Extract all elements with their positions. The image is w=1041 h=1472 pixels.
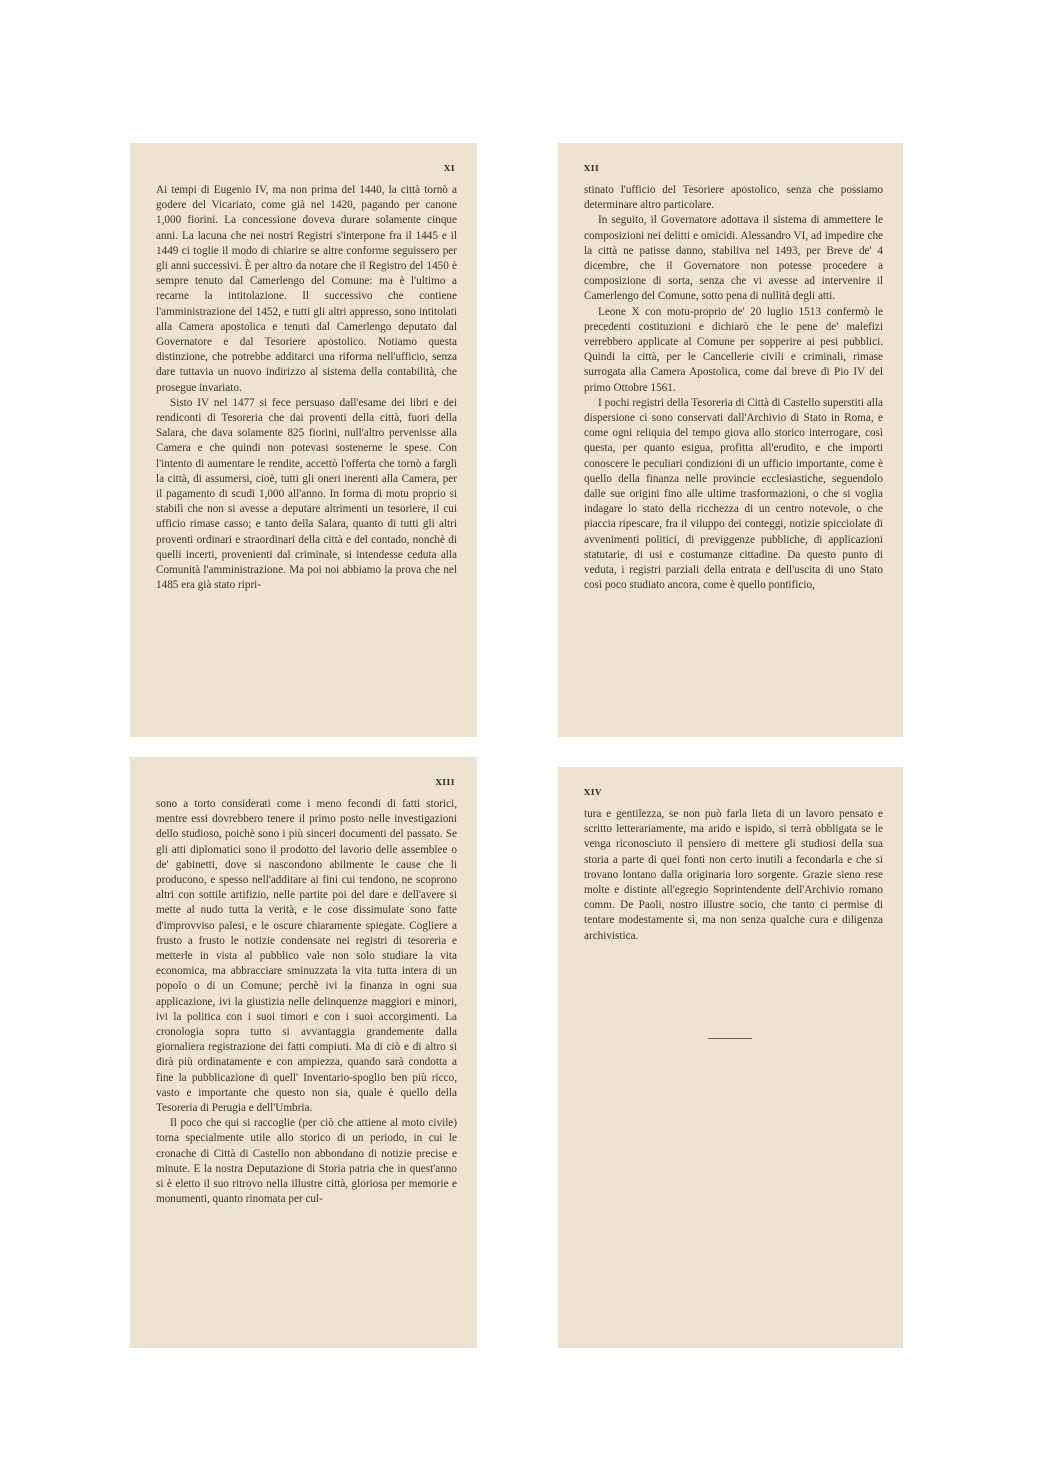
paragraph: sono a torto considerati come i meno fecondi di fatti storici, mentre essi dovrebbero tenere il primo posto nelle investigazioni dello studioso, poichè sono i più sinceri documenti del passato. Se gli atti diplomatici sono il prodotto del lavorio delle assemblee o de' gabinetti, dove si nascondono abilmente le cause che li producono, e spesso nell'additare ai fini cui tendono, ne scoprono altri con sottile artifizio, nelle partite poi del dare e dell'avere si mette al nudo tutta la verità, e le cose dissimulate sono fatte d'improvviso palesi, e le oscure chiaramente spiegate. Cogliere a frusto a frusto le notizie condensate nei registri di tesoreria e metterle in vista al pubblico vale non solo studiare la vita economica, ma abbracciare sminuzzata la vita tutta intera di un popolo o di un Comune; perchè ivi la finanza in ogni sua applicazione, ivi la giustizia nelle delinquenze maggiori e minori, ivi la politica con i suoi timori e con i suoi accorgimenti. La cronologia sopra tutto si avvantaggia grandemente dalla giornaliera registrazione dei fatti compiuti. Ma di ciò e di altro si dirà più ordinatamente e con ampiezza, quando sarà condotta a fine la pubblicazione di quell' Inventario-spoglio ben più ricco, vasto e importante che questo non sia, quale è quello della Tesoreria di Perugia e dell'Umbria. xyxy=(156,798,457,1115)
end-rule xyxy=(708,1038,752,1039)
paragraph: Leone X con motu-proprio de' 20 luglio 1513 confermò le precedenti costituzioni e dichiarò che le pene de' malefizi verrebbero applicate al Comune per sopperire ai pesi pubblici. Quindi la città, per le Cancellerie civili e criminali, rimase surrogata alla Camera Apostolica, come dal breve di Pio IV del primo Ottobre 1561. xyxy=(584,305,883,394)
page-number: XI xyxy=(444,163,455,173)
paragraph: In seguito, il Governatore adottava il sistema di ammettere le composizioni nei delitti e omicidi. Alessandro VI, ad impedire che la città ne patisse danno, stabiliva nel 1493, per Breve de' 4 dicembre, che il Governatore non potesse procedere a composizione di sorta, senza che vi avesse ad intervenire il Camerlengo del Comune, sotto pena di nullità degli atti. xyxy=(584,214,883,303)
page-body xyxy=(156,183,457,593)
paragraph: Ai tempi di Eugenio IV, ma non prima del 1440, la città tornò a godere del Vicariato, come già nel 1420, pagando per canone 1,000 fiorini. La concessione doveva durare solamente cinque anni. La lacuna che nei nostri Registri s'interpone fra il 1445 e il 1449 ci toglie il modo di chiarire se altre conforme seguissero per gli anni successivi. È per altro da notare che il Registro del 1450 è sempre tenuto dal Camerlengo del Comune: ma è l'ultimo a recarne la intitolazione. Il successivo che contiene l'amministrazione del 1452, e tutti gli altri appresso, sono intitolati alla Camera apostolica e tenuti dal Camerlengo deputato dal Governatore e dal Tesoriere apostolico. Notiamo questa distinzione, che potrebbe additarci una riforma nell'ufficio, senza dare tuttavia un nuovo indirizzo al sistema della contabilità, che prosegue invariato. xyxy=(156,184,457,394)
page-body xyxy=(156,797,457,1207)
paragraph: Sisto IV nel 1477 si fece persuaso dall'esame dei libri e dei rendiconti di Tesoreria che dai proventi della città, fuori della Salara, che dava solamente 825 fiorini, null'altro pervenisse alla Camera e che quindi non potevasi sostenerne le spese. Con l'intento di aumentare le rendite, accettò l'offerta che tornò a fargli la città, di assumersi, cioè, tutti gli oneri inerenti alla Camera, per il pagamento di scudi 1,000 all'anno. In forma di motu proprio si stabilì che non si avesse a deputare altrimenti un tesoriere, il cui ufficio rimase casso; e tanto della Salara, quanto di tutti gli altri proventi ordinari e straordinari della città e del contado, nonchè di quelli incerti, provenienti dal criminale, si intendesse ceduta alla Comunità l'amministrazione. Ma poi noi abbiamo la prova che nel 1485 era già stato ripri- xyxy=(156,396,457,592)
page-number: XIII xyxy=(435,777,455,787)
paragraph: tura e gentilezza, se non può farla lieta di un lavoro pensato e scritto letterariamente, ma arido e ispido, si terrà obbligata se le venga riconosciuto il pensiero di mettere gli studiosi della sua storia a parte di quei fonti non certo inutili a fecondarla e che si trovano lontano dalla originaria loro sorgente. Grazie sieno rese molte e distinte all'egregio Soprintendente dell'Archivio romano comm. De Paoli, nostro illustre socio, che tanto ci permise di tentare modestamente sì, ma non senza qualche cura e diligenza archivistica. xyxy=(584,808,883,942)
page-xi xyxy=(130,143,477,737)
page-xiv xyxy=(558,767,903,1348)
page-xii xyxy=(558,143,903,737)
paragraph: I pochi registri della Tesoreria di Città di Castello superstiti alla dispersione ci sono conservati dall'Archivio di Stato in Roma, e come ogni reliquia del tempo giova allo storico interrogare, così questa, per quanto esigua, profitta all'erudito, e che importi conoscere le peculiari condizioni di un ufficio importante, come è quello della finanza nelle provincie ecclesiastiche, seguendolo dalle sue origini fino alle ultime trasformazioni, o che si voglia indagare lo stato della ricchezza di un centro notevole, o che piaccia ripescare, fra il viluppo dei conteggi, notizie spicciolate di avvenimenti politici, di previggenze pubbliche, di applicazioni statutarie, di usi e costumanze cittadine. Da questo punto di veduta, i registri parziali della entrata e dell'uscita di uno Stato così poco studiato ancora, come è quello pontificio, xyxy=(584,396,883,592)
page-body xyxy=(584,807,883,944)
page-number: XIV xyxy=(584,787,602,797)
page-body xyxy=(584,183,883,593)
page-xiii xyxy=(130,757,477,1348)
paragraph: Il poco che qui si raccoglie (per ciò che attiene al moto civile) torna specialmente utile allo storico di un periodo, in cui le cronache di Città di Castello non abbondano di notizie precise e minute. E la nostra Deputazione di Storia patria che in quest'anno si è eletto il suo ritrovo nella illustre città, gloriosa per memorie e monumenti, quanto rinomata per cul- xyxy=(156,1117,457,1206)
paragraph: stinato l'ufficio del Tesoriere apostolico, senza che possiamo determinare altro particolare. xyxy=(584,184,883,212)
page-number: XII xyxy=(584,163,600,173)
